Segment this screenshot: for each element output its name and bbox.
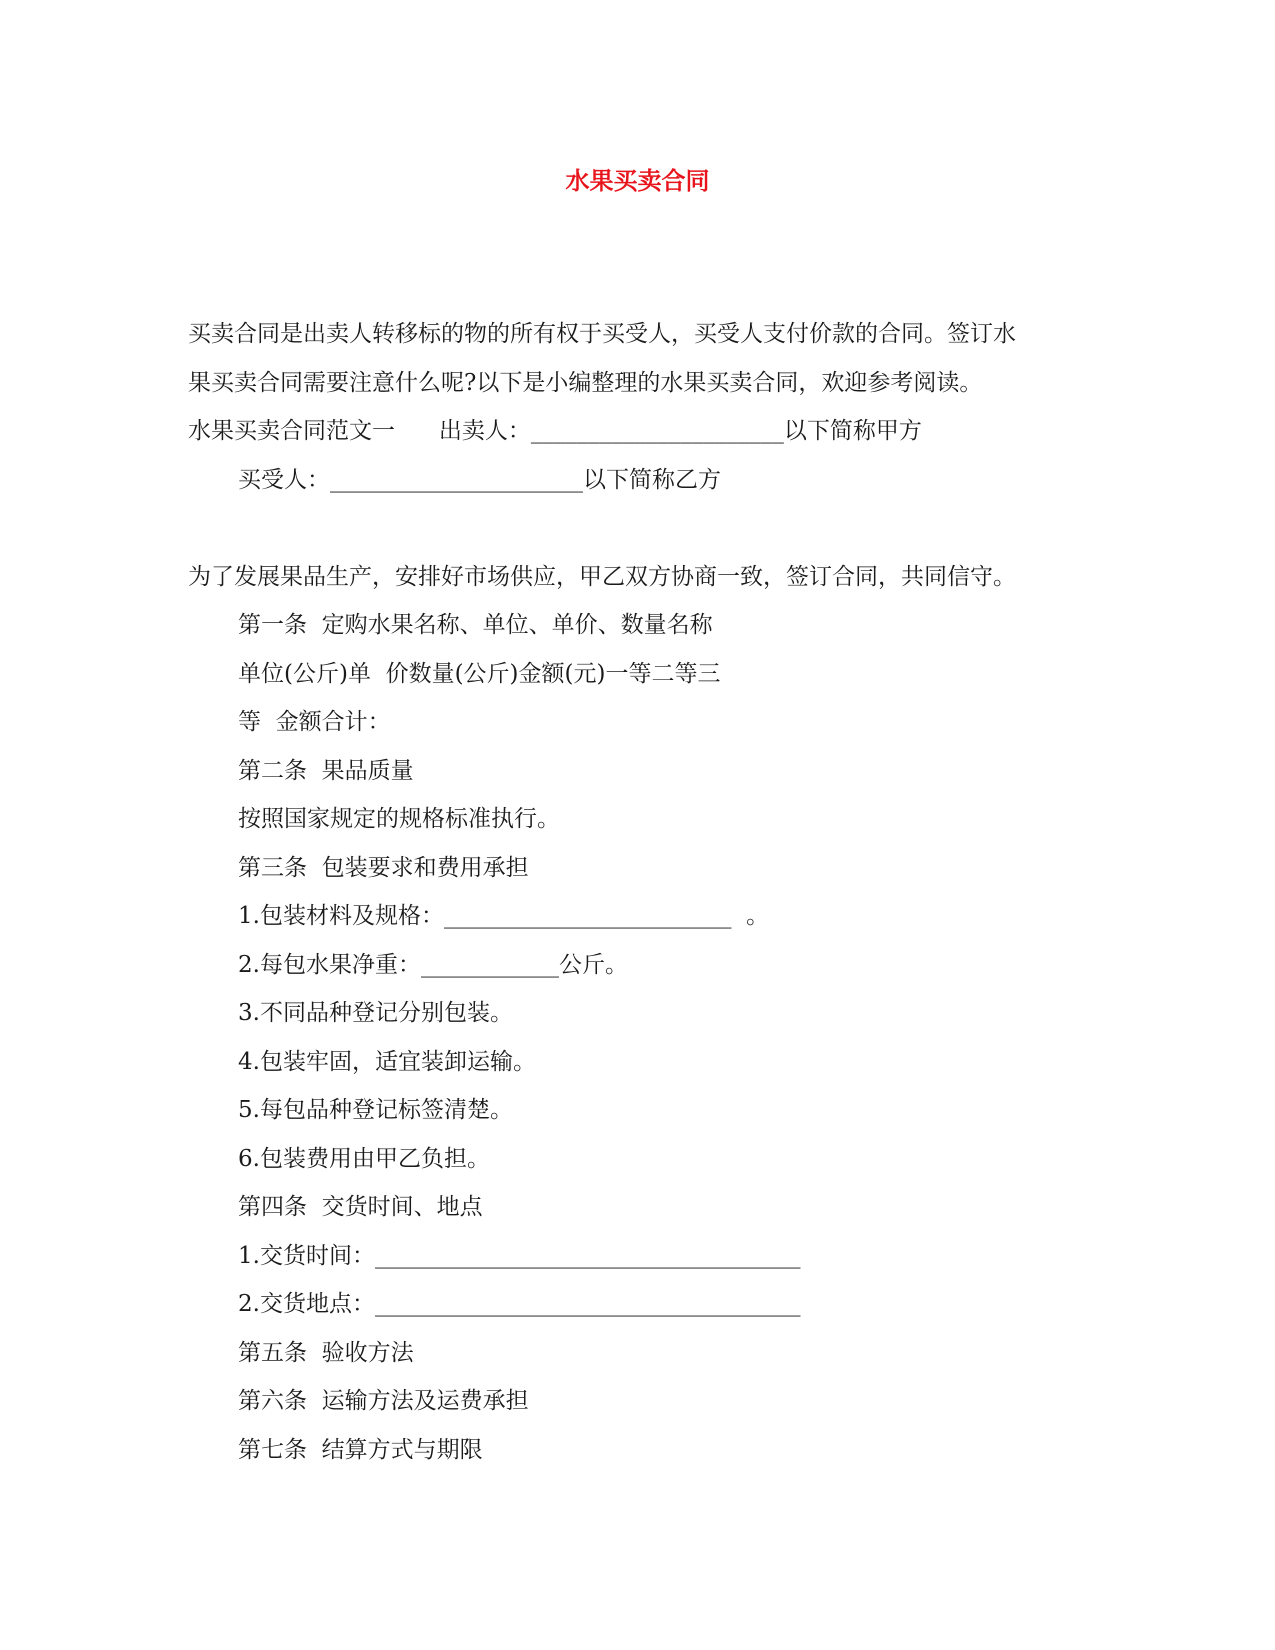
clause-heading: 第七条 结算方式与期限 <box>238 1436 483 1463</box>
list-item: 1.包装材料及规格：_________________________ 。 <box>238 903 770 929</box>
list-item: 1.交货时间：_____________________________________ <box>238 1242 801 1269</box>
paragraph-line: 等 金额合计： <box>238 709 391 735</box>
clause-heading: 第四条 交货时间、地点 <box>238 1194 483 1220</box>
paragraph-line: 按照国家规定的规格标准执行。 <box>238 806 560 832</box>
clause-heading: 第三条 包装要求和费用承担 <box>238 854 529 881</box>
clause-heading: 第一条 定购水果名称、单位、单价、数量名称 <box>238 612 713 638</box>
paragraph-line: 买卖合同是出卖人转移标的物的所有权于买受人，买受人支付价款的合同。签订水 <box>188 321 1016 347</box>
paragraph-line: 单位(公斤)单 价数量(公斤)金额(元)一等二等三 <box>238 660 721 687</box>
clause-heading: 第五条 验收方法 <box>238 1339 414 1366</box>
paragraph-line: 为了发展果品生产，安排好市场供应，甲乙双方协商一致，签订合同，共同信守。 <box>188 563 1016 590</box>
blank-line <box>188 504 1088 553</box>
clause-heading: 第二条 果品质量 <box>238 757 414 784</box>
list-item: 3.不同品种登记分别包装。 <box>238 1000 513 1026</box>
clause-heading: 第六条 运输方法及运费承担 <box>238 1388 529 1414</box>
list-item: 6.包装费用由甲乙负担。 <box>238 1145 490 1172</box>
list-item: 5.每包品种登记标签清楚。 <box>238 1097 513 1123</box>
paragraph-line: 水果买卖合同范文一 出卖人：______________________以下简称甲方 <box>188 418 922 444</box>
document-title: 水果买卖合同 <box>565 167 710 195</box>
list-item: 2.交货地点：_____________________________________ <box>238 1291 801 1317</box>
list-item: 4.包装牢固，适宜装卸运输。 <box>238 1048 536 1075</box>
paragraph-line: 买受人：______________________以下简称乙方 <box>238 466 721 493</box>
paragraph-line: 果买卖合同需要注意什么呢?以下是小编整理的水果买卖合同，欢迎参考阅读。 <box>188 369 983 396</box>
list-item: 2.每包水果净重：____________公斤。 <box>238 951 628 978</box>
document-body <box>188 310 1088 1474</box>
